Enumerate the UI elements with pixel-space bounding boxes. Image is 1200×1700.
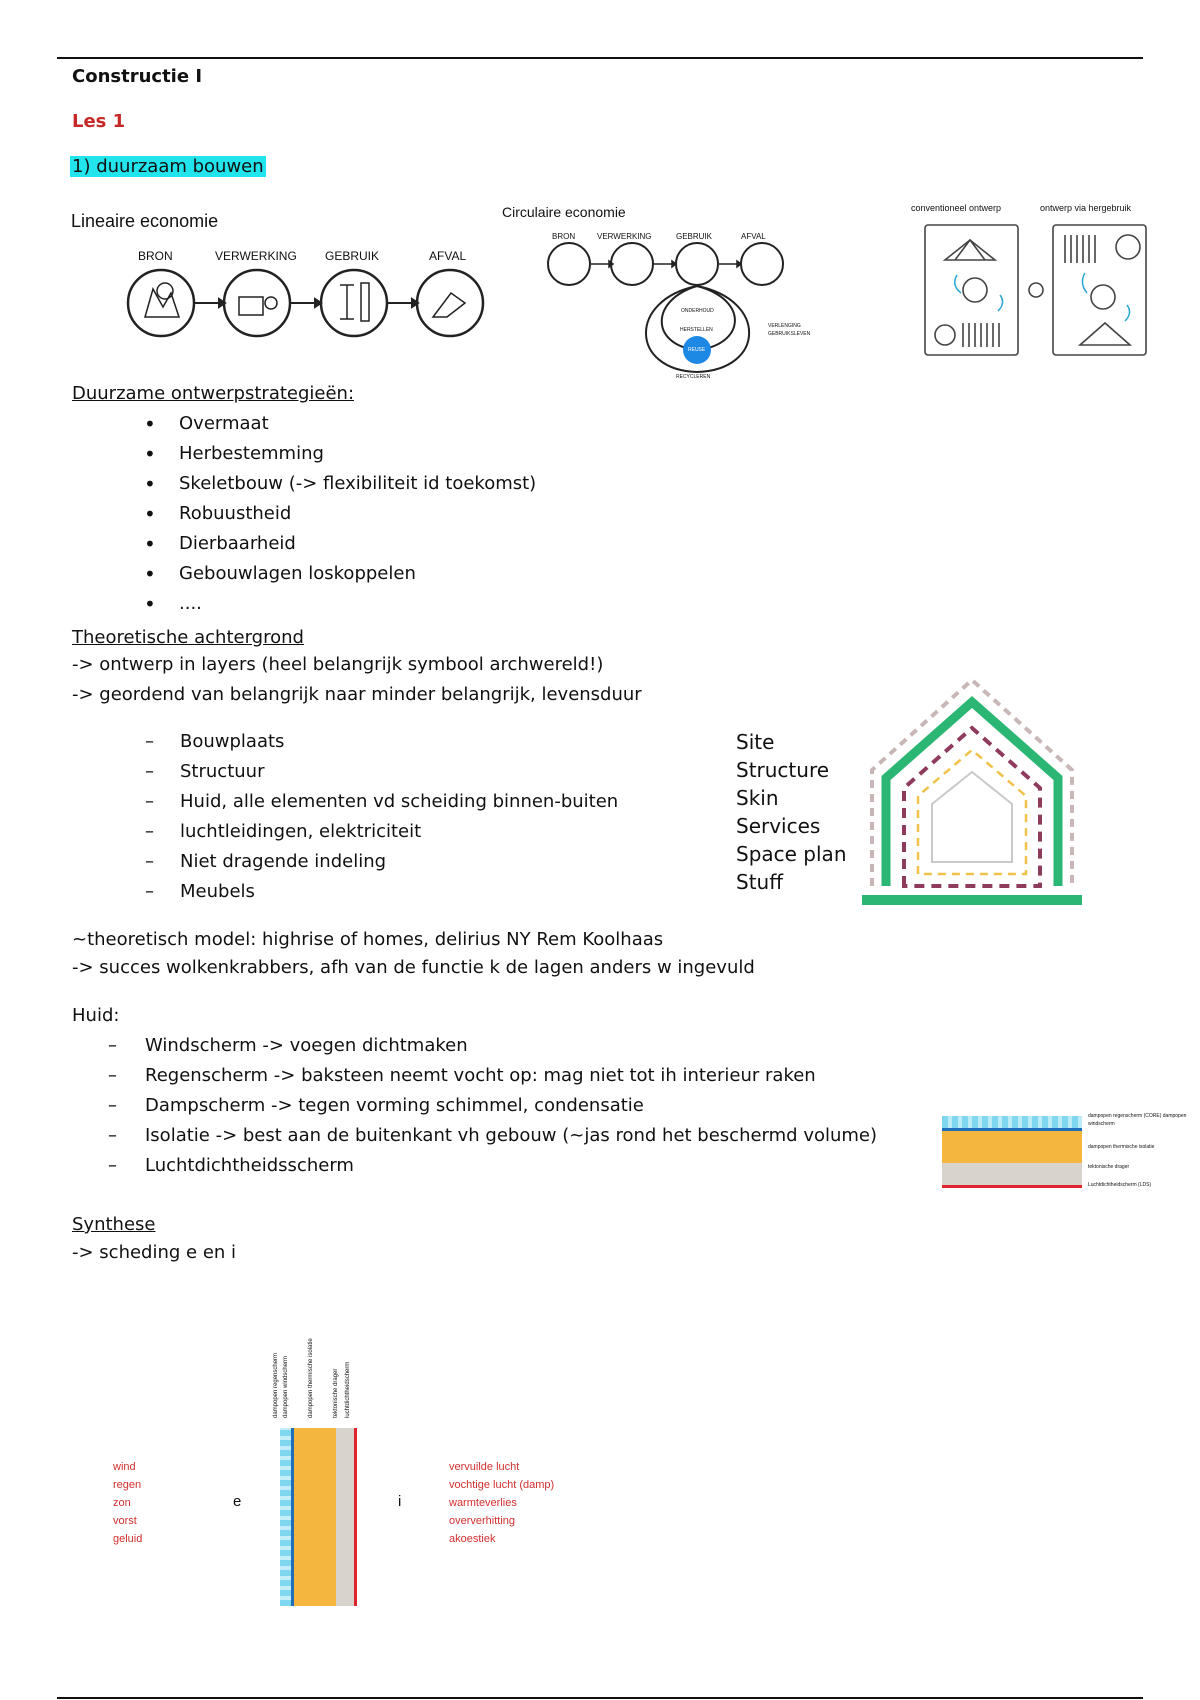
section-heading-text: 1) duurzaam bouwen: [72, 156, 264, 177]
list-item: – Regenscherm -> baksteen neemt vocht op: mag niet tot ih interieur raken: [108, 1065, 816, 1086]
circular-stage: BRON: [552, 232, 576, 241]
model-line: -> succes wolkenkrabbers, afh van de functie k de lagen anders w ingevuld: [72, 957, 755, 978]
list-item: • Overmaat: [72, 409, 536, 439]
section-heading: [70, 152, 266, 182]
list-item: Site: [736, 730, 775, 754]
synth-insulation: [294, 1428, 336, 1606]
theory-heading: Theoretische achtergrond: [72, 627, 304, 648]
circular-flow-svg: [500, 200, 835, 380]
list-item: – Luchtdichtheidsscherm: [108, 1155, 354, 1176]
list-item: akoestiek: [449, 1533, 496, 1545]
synthesis-diagram: [75, 1320, 585, 1620]
synthesis-line: -> scheding e en i: [72, 1242, 237, 1263]
list-item: regen: [113, 1479, 142, 1491]
list-item: Structure: [736, 758, 830, 782]
list-item: – Bouwplaats: [145, 731, 285, 752]
list-item: – Niet dragende indeling: [145, 851, 387, 872]
list-item: • ....: [72, 589, 536, 619]
circular-stage: GEBRUIK: [676, 232, 713, 241]
exterior-label: e: [233, 1493, 242, 1510]
list-item: • Robuustheid: [72, 499, 536, 529]
linear-economy-diagram: [65, 205, 485, 355]
theory-line: -> geordend van belangrijk naar minder belangrijk, levensduur: [72, 684, 642, 705]
loop-label: REUSE: [688, 347, 706, 353]
synthesis-heading: Synthese: [72, 1214, 156, 1235]
circular-stage: AFVAL: [741, 232, 766, 241]
reuse-right-title: ontwerp via hergebruik: [1040, 203, 1132, 213]
circular-note: VERLENGING GEBRUIKSLEVEN: [768, 323, 811, 337]
linear-stage: BRON: [138, 249, 173, 263]
list-item: – Huid, alle elementen vd scheiding binnen-buiten: [145, 791, 619, 812]
outside-influences: [113, 1458, 142, 1548]
synth-airtight: [354, 1428, 357, 1606]
list-item: – Windscherm -> voegen dichtmaken: [108, 1035, 468, 1056]
synth-layer-label: luchtdichtheidscherm: [345, 1361, 351, 1418]
circular-title: Circulaire economie: [502, 204, 626, 220]
loop-label: HERSTELLEN: [680, 327, 713, 333]
gebruik-circle: [321, 270, 387, 336]
linear-stage: GEBRUIK: [325, 249, 380, 263]
top-rule: [57, 57, 1143, 59]
model-line: ~theoretisch model: highrise of homes, delirius NY Rem Koolhaas: [72, 929, 664, 950]
loop-label: ONDERHOUD: [681, 308, 714, 314]
shearing-layers-house: [860, 678, 1090, 908]
list-item: vervuilde lucht: [449, 1461, 520, 1473]
list-item: Space plan: [736, 842, 847, 866]
lesson-heading: Les 1: [72, 111, 126, 132]
list-item: – Isolatie -> best aan de buitenkant vh gebouw (~jas rond het beschermd volume): [108, 1125, 878, 1146]
verwerking-circle: [224, 270, 290, 336]
list-item: • Dierbaarheid: [72, 529, 536, 559]
list-item: vorst: [113, 1515, 137, 1527]
synth-layer-label: dampopen thermische isolatie: [308, 1338, 314, 1418]
reuse-left-title: conventioneel ontwerp: [911, 203, 1002, 213]
synth-layer-label: dampopen windscherm: [283, 1355, 289, 1418]
list-item: • Skeletbouw (-> flexibiliteit id toekomst): [72, 469, 536, 499]
list-item: – Dampscherm -> tegen vorming schimmel, condensatie: [108, 1095, 644, 1116]
layer-space-plan: [932, 772, 1012, 862]
doc-title: Constructie I: [72, 66, 203, 87]
list-item: – Meubels: [145, 881, 255, 902]
list-item: oververhitting: [449, 1515, 516, 1527]
skin-legend: dampopen thermische isolatie: [1088, 1144, 1155, 1150]
skin-section-diagram: [940, 1110, 1190, 1195]
skin-legend: Luchtdichtheidscherm (LDS): [1088, 1182, 1152, 1188]
skin-list: [108, 1031, 877, 1181]
list-item: geluid: [113, 1533, 143, 1545]
theory-line: -> ontwerp in layers (heel belangrijk symbool archwereld!): [72, 654, 604, 675]
bottom-rule: [57, 1697, 1143, 1699]
layers-en-list: [736, 728, 847, 896]
list-item: Skin: [736, 786, 779, 810]
reuse-svg: [905, 195, 1165, 365]
strategies-list: [72, 409, 536, 619]
synth-layer-label: dampopen regenscherm: [273, 1352, 279, 1418]
list-item: warmteverlies: [449, 1497, 517, 1509]
interior-label: i: [398, 1493, 402, 1510]
inside-influences: [449, 1458, 554, 1548]
circular-stage: VERWERKING: [597, 232, 652, 241]
list-item: vochtige lucht (damp): [449, 1479, 555, 1491]
linear-stage: AFVAL: [429, 249, 467, 263]
afval-circle: [417, 270, 483, 336]
list-item: – Structuur: [145, 761, 265, 782]
synth-layer-label: tektonische drager: [333, 1368, 339, 1418]
layer-structure: [942, 1163, 1082, 1185]
reuse-diagram: [905, 195, 1165, 365]
list-item: wind: [113, 1461, 136, 1473]
list-item: • Gebouwlagen loskoppelen: [72, 559, 536, 589]
layer-insulation: [942, 1131, 1082, 1163]
linear-stage: VERWERKING: [215, 249, 297, 263]
synth-structure: [336, 1428, 354, 1606]
layer-airtight: [942, 1185, 1082, 1188]
loop-label: RECYCLEREN: [676, 374, 711, 380]
skin-legend: tektonische drager: [1088, 1164, 1130, 1170]
circular-economy-diagram: [500, 200, 835, 380]
layer-services: [918, 750, 1026, 874]
layers-list: [145, 727, 618, 907]
list-item: Stuff: [736, 870, 783, 894]
layer-rain-screen: [942, 1116, 1082, 1128]
synth-rain-screen: [280, 1428, 291, 1606]
linear-title: Lineaire economie: [71, 211, 219, 231]
strategies-heading: Duurzame ontwerpstrategieën:: [72, 383, 355, 404]
list-item: – luchtleidingen, elektriciteit: [145, 821, 422, 842]
list-item: Services: [736, 814, 821, 838]
skin-legend: dampopen regenscherm (CORE) dampopen windscherm: [1088, 1113, 1187, 1127]
list-item: • Herbestemming: [72, 439, 536, 469]
skin-heading: Huid:: [72, 1005, 120, 1026]
linear-flow-svg: [65, 205, 485, 355]
list-item: zon: [113, 1497, 131, 1509]
